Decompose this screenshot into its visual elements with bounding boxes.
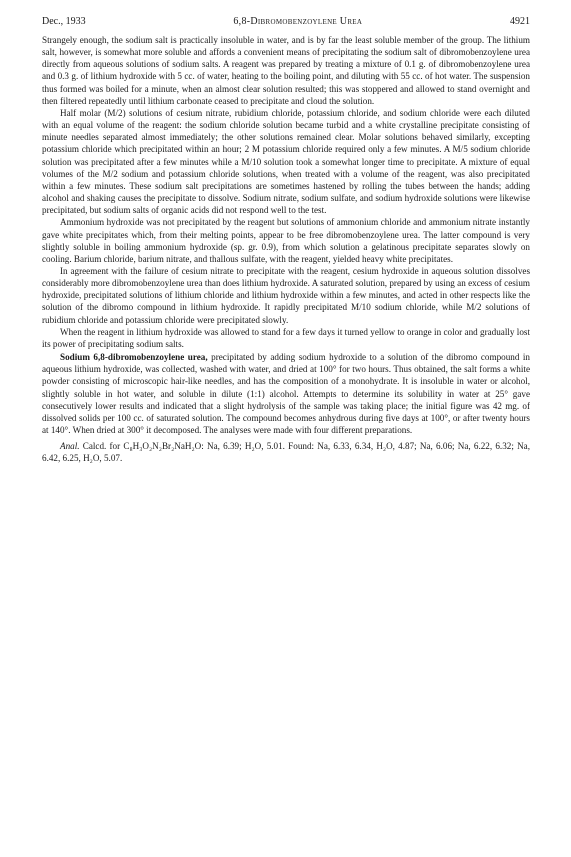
sodium-salt-heading: Sodium 6,8-dibromobenzoylene urea, — [60, 352, 208, 363]
article-body — [42, 34, 530, 464]
paragraph-2: Half molar (M/2) solutions of cesium nitrate, rubidium chloride, potassium chloride, and sodium chloride were each diluted with an equal volume of the reagent: the sodium chloride solution became turbid and a white crystalline precipitate consisting of minute needles separated almost immediately; the other solutions remained clear. Molar solutions behaved similarly, excepting potassium chloride which precipitated within an hour; 2 M potassium chloride required only a few minutes. A M/5 sodium chloride solution was precipitated after a few minutes while a M/10 solution took a somewhat longer time to precipitate. A mixture of equal volumes of the M/2 sodium and potassium chloride solutions, when treated with a volume of the reagent, was also precipitated within a few minutes. These sodium salt precipitations are sometimes hastened by rolling the tubes between the hands; adding alcohol and shaking causes the precipitate to dissolve. Sodium nitrate, sodium sulfate, and sodium hydroxide solutions were likewise precipitated, but sodium salts of organic acids did not respond well to the test. — [42, 107, 530, 216]
journal-page — [42, 12, 530, 844]
paragraph-5: When the reagent in lithium hydroxide was allowed to stand for a few days it turned yellow to orange in color and gradually lost its power of precipitating sodium salts. — [42, 326, 530, 349]
page-number: 4921 — [510, 16, 530, 27]
analysis-label: Anal. — [60, 441, 80, 452]
paragraph-1: Strangely enough, the sodium salt is practically insoluble in water, and is by far the least soluble member of the group. The lithium salt, however, is somewhat more soluble and affords a convenient means of precipitating the sodium salt of dibromobenzoylene urea directly from aqueous solutions of sodium salts. A reagent was prepared by treating a mixture of 0.1 g. of dibromobenzoylene urea and 0.3 g. of lithium hydroxide with 5 cc. of water, heating to the boiling point, and diluting with 55 cc. of hot water. The suspension thus formed was boiled for a minute, when an almost clear solution resulted; this was stoppered and allowed to stand overnight and then filtered repeatedly until lithium carbonate ceased to precipitate and cloud the solution. — [42, 35, 530, 106]
sodium-salt-text: precipitated by adding sodium hydroxide to a solution of the dibromo compound in aqueous lithium hydroxide, was collected, washed with water, and dried at 100° for two hours. Thus obtained, the salt forms a white powder consisting of microscopic hair-like needles, and has the composition of a monohydrate. It is insoluble in water or alcohol, slightly soluble in hot water, and soluble in dilute (1:1) alcohol. Attempts to determine its solubility in water at 25° gave consecutively lower results and indicated that a slight hydrolysis of the sample was taking place; the initial figure was 42 mg. of dissolved solids per 100 cc. of saturated solution. The compound becomes anhydrous during five days at 100°, or after twenty hours at 140°. When dried at 300° it decomposed. The analyses were made with four different preparations. — [42, 352, 530, 435]
analysis-paragraph — [42, 440, 530, 464]
analysis-text: Calcd. for C₈H₃O₂N₂Br₂NaH₂O: Na, 6.39; H₂O, 5.01. Found: Na, 6.33, 6.34, H₂O, 4.87; Na, 6.06; Na, 6.22, 6.32; Na, 6.42, 6.25, H₂O, 5.07. — [42, 441, 530, 464]
header-title: 6,8-Dibromobenzoylene Urea — [233, 16, 363, 27]
paragraph-3: Ammonium hydroxide was not precipitated by the reagent but solutions of ammonium chloride and ammonium nitrate instantly gave white precipitates which, from their melting points, appear to be free dibromobenzoylene urea. The latter compound is very slightly soluble in boiling ammonium hydroxide (sp. gr. 0.9), from which solution a gelatinous precipitate separates slowly on cooling. Barium chloride, barium nitrate, and thallous sulfate, with the reagent, yielded heavy white precipitates. — [42, 217, 530, 264]
paragraph-sodium-salt — [42, 351, 530, 436]
paragraph-4: In agreement with the failure of cesium nitrate to precipitate with the reagent, cesium hydroxide in aqueous solution dissolves considerably more dibromobenzoylene urea than does lithium hydroxide. A saturated solution, prepared by using an excess of cesium hydroxide, precipitated solutions of lithium chloride and lithium hydroxide within a few minutes, and acted in other respects like the solution of the dibromo compound in lithium hydroxide. It rapidly precipitated M/10 sodium chloride, while M/2 solutions of rubidium chloride and potassium chloride were precipitated slowly. — [42, 265, 530, 325]
header-date: Dec., 1933 — [42, 16, 86, 27]
running-header — [42, 16, 530, 34]
